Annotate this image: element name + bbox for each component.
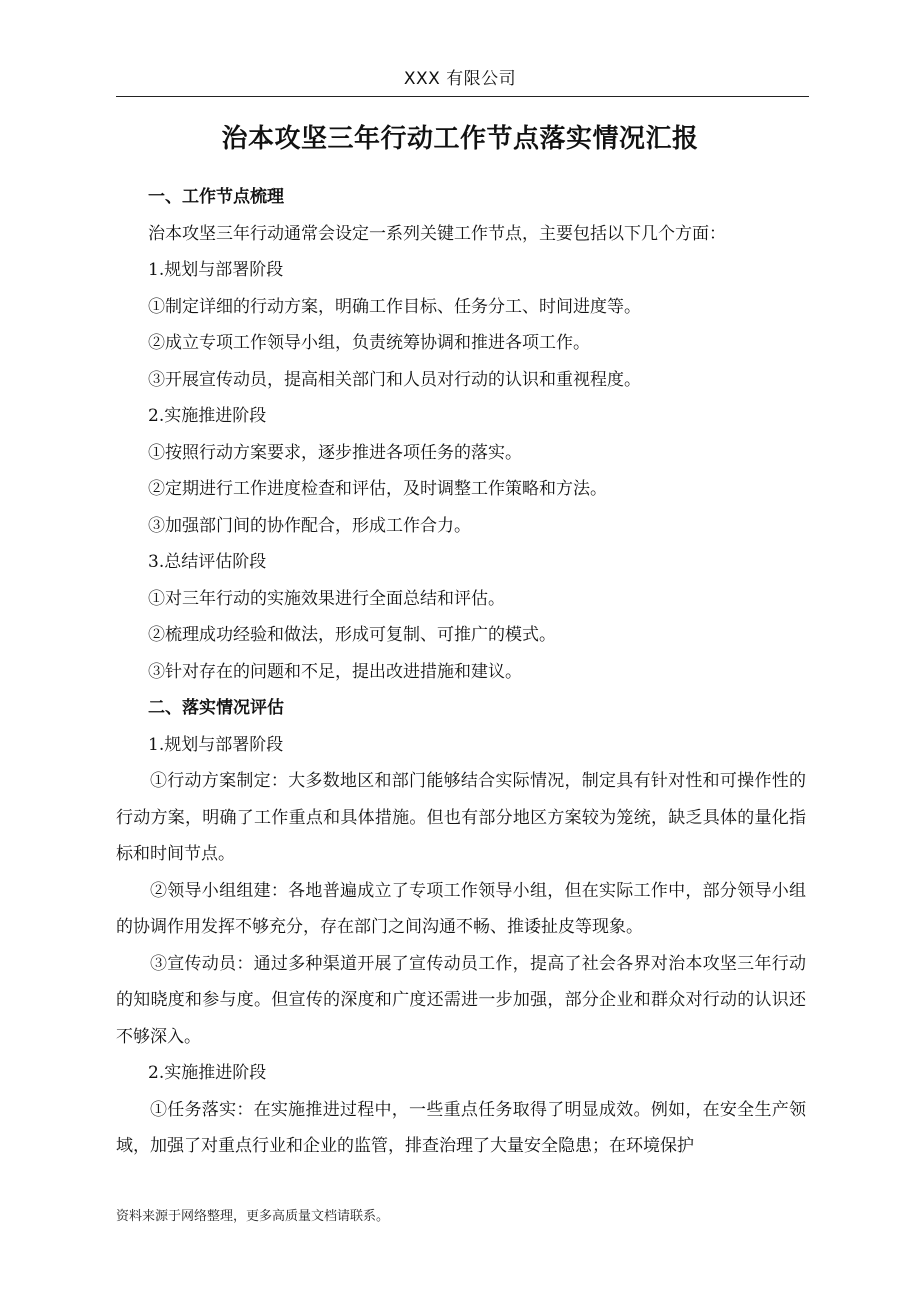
list-item: ①按照行动方案要求，逐步推进各项任务的落实。	[148, 442, 522, 463]
section-intro: 治本攻坚三年行动通常会设定一系列关键工作节点，主要包括以下几个方面：	[148, 223, 726, 244]
header-divider	[116, 96, 809, 97]
paragraph: ②领导小组组建：各地普遍成立了专项工作领导小组，但在实际工作中，部分领导小组的协调作用发挥不够充分，存在部门之间沟通不畅、推诿扯皮等现象。	[116, 880, 806, 937]
footer-note: 资料来源于网络整理，更多高质量文档请联系。	[116, 1209, 390, 1224]
paragraph: ①行动方案制定：大多数地区和部门能够结合实际情况，制定具有针对性和可操作性的行动方案，明确了工作重点和具体措施。但也有部分地区方案较为笼统，缺乏具体的量化指标和时间节点。	[116, 771, 806, 864]
list-item: ②成立专项工作领导小组，负责统筹协调和推进各项工作。	[148, 333, 590, 353]
phase-title: 2.实施推进阶段	[148, 406, 267, 426]
header-company-name: XXX 有限公司	[403, 69, 517, 89]
section-heading: 二、落实情况评估	[148, 698, 284, 718]
list-item: ③针对存在的问题和不足，提出改进措施和建议。	[148, 661, 522, 682]
document-title: 治本攻坚三年行动工作节点落实情况汇报	[221, 124, 699, 154]
paragraph: ③宣传动员：通过多种渠道开展了宣传动员工作，提高了社会各界对治本攻坚三年行动的知晓度和参与度。但宣传的深度和广度还需进一步加强，部分企业和群众对行动的认识还不够深入。	[116, 953, 806, 1047]
paragraph: ①任务落实：在实施推进过程中，一些重点任务取得了明显成效。例如，在安全生产领域，加强了对重点行业和企业的监管，排查治理了大量安全隐患；在环境保护	[116, 1099, 806, 1156]
phase-title: 2.实施推进阶段	[148, 1063, 267, 1083]
document-body	[116, 179, 806, 1165]
section-heading: 一、工作节点梳理	[148, 187, 284, 207]
list-item: ②梳理成功经验和做法，形成可复制、可推广的模式。	[148, 625, 556, 645]
phase-title: 3.总结评估阶段	[148, 552, 267, 572]
list-item: ①对三年行动的实施效果进行全面总结和评估。	[148, 588, 505, 609]
list-item: ③开展宣传动员，提高相关部门和人员对行动的认识和重视程度。	[148, 369, 641, 390]
list-item: ③加强部门间的协作配合，形成工作合力。	[148, 515, 471, 536]
phase-title: 1.规划与部署阶段	[148, 734, 284, 755]
list-item: ①制定详细的行动方案，明确工作目标、任务分工、时间进度等。	[148, 296, 641, 317]
list-item: ②定期进行工作进度检查和评估，及时调整工作策略和方法。	[148, 479, 607, 499]
phase-title: 1.规划与部署阶段	[148, 260, 284, 280]
